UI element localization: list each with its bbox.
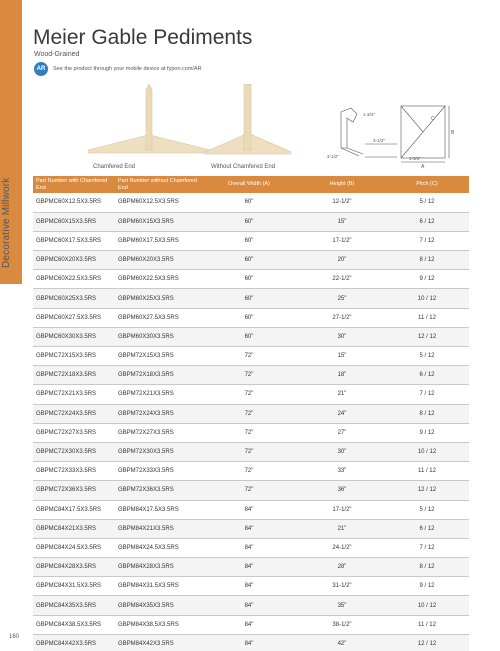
cell-overall-width: 60" xyxy=(199,231,299,250)
cell-part-chamfered: GBPMC84X21X3.5RS xyxy=(33,519,115,538)
ar-note xyxy=(34,62,202,76)
cell-part-chamfered: GBPMC72X21X3.5RS xyxy=(33,385,115,404)
ar-note-text: See the product through your mobile device at fypon.com/AR xyxy=(53,66,202,72)
page-number: 160 xyxy=(9,634,20,640)
cell-part-no-chamfer: GBPM72X27X3.5RS xyxy=(115,423,199,442)
table-header-row xyxy=(33,176,469,193)
diagram-top-dim: 1-3/4" xyxy=(363,112,375,117)
ar-icon: AR xyxy=(34,62,48,76)
cell-height: 30" xyxy=(299,442,385,461)
cell-part-no-chamfer: GBPM72X36X3.5RS xyxy=(115,481,199,500)
cell-height: 28" xyxy=(299,558,385,577)
cell-height: 17-1/2" xyxy=(299,231,385,250)
col-header-chamfered: Part Number with Chamfered End xyxy=(33,176,115,193)
table-row xyxy=(33,193,469,212)
cell-pitch: 10 / 12 xyxy=(385,442,469,461)
cell-part-chamfered: GBPMC84X24.5X3.5RS xyxy=(33,538,115,557)
cell-part-chamfered: GBPMC60X27.5X3.5RS xyxy=(33,308,115,327)
cell-overall-width: 60" xyxy=(199,193,299,212)
cell-part-chamfered: GBPMC60X15X3.5RS xyxy=(33,212,115,231)
cell-pitch: 9 / 12 xyxy=(385,423,469,442)
table-row xyxy=(33,366,469,385)
table-row xyxy=(33,577,469,596)
cell-pitch: 5 / 12 xyxy=(385,347,469,366)
cell-pitch: 8 / 12 xyxy=(385,404,469,423)
cell-pitch: 7 / 12 xyxy=(385,538,469,557)
cell-pitch: 9 / 12 xyxy=(385,270,469,289)
table-row xyxy=(33,385,469,404)
cell-part-chamfered: GBPMC84X28X3.5RS xyxy=(33,558,115,577)
cell-part-chamfered: GBPMC84X17.5X3.5RS xyxy=(33,500,115,519)
cell-overall-width: 72" xyxy=(199,442,299,461)
col-header-pitch: Pitch (C) xyxy=(385,176,469,193)
cell-height: 31-1/2" xyxy=(299,577,385,596)
cell-height: 21" xyxy=(299,385,385,404)
cell-part-no-chamfer: GBPM60X25X3.5RS xyxy=(115,289,199,308)
cell-part-chamfered: GBPMC72X33X3.5RS xyxy=(33,462,115,481)
cell-height: 33" xyxy=(299,462,385,481)
col-header-no-chamfer: Part Number without Chamfered End xyxy=(115,176,199,193)
table-body xyxy=(33,193,469,651)
pediment-chamfered-image xyxy=(88,84,210,153)
cell-part-chamfered: GBPMC72X18X3.5RS xyxy=(33,366,115,385)
cell-part-no-chamfer: GBPM60X27.5X3.5RS xyxy=(115,308,199,327)
cell-overall-width: 84" xyxy=(199,538,299,557)
cell-height: 22-1/2" xyxy=(299,270,385,289)
table-row xyxy=(33,558,469,577)
cell-part-no-chamfer: GBPM84X42X3.5RS xyxy=(115,634,199,651)
cell-pitch: 8 / 12 xyxy=(385,251,469,270)
cell-part-no-chamfer: GBPM72X30X3.5RS xyxy=(115,442,199,461)
product-photos xyxy=(88,84,323,164)
cell-pitch: 10 / 12 xyxy=(385,289,469,308)
table-row xyxy=(33,615,469,634)
cell-overall-width: 60" xyxy=(199,270,299,289)
cell-pitch: 7 / 12 xyxy=(385,231,469,250)
cell-part-chamfered: GBPMC72X36X3.5RS xyxy=(33,481,115,500)
diagram-label-c: C xyxy=(431,116,435,122)
table-row xyxy=(33,231,469,250)
cell-overall-width: 84" xyxy=(199,500,299,519)
cell-height: 42" xyxy=(299,634,385,651)
table-row xyxy=(33,462,469,481)
cell-height: 24" xyxy=(299,404,385,423)
cell-overall-width: 72" xyxy=(199,462,299,481)
cell-pitch: 5 / 12 xyxy=(385,193,469,212)
cell-part-no-chamfer: GBPM84X35X3.5RS xyxy=(115,596,199,615)
cell-part-chamfered: GBPMC60X12.5X3.5RS xyxy=(33,193,115,212)
cell-overall-width: 72" xyxy=(199,423,299,442)
diagram-bottom-mid: 1-3/4" xyxy=(409,156,421,161)
cell-overall-width: 84" xyxy=(199,558,299,577)
diagram-side-dim: 3-1/2" xyxy=(373,138,385,143)
cell-pitch: 11 / 12 xyxy=(385,308,469,327)
cell-overall-width: 84" xyxy=(199,615,299,634)
table-row xyxy=(33,308,469,327)
cell-part-no-chamfer: GBPM72X15X3.5RS xyxy=(115,347,199,366)
cell-overall-width: 84" xyxy=(199,577,299,596)
cell-part-chamfered: GBPMC84X38.5X3.5RS xyxy=(33,615,115,634)
cell-height: 17-1/2" xyxy=(299,500,385,519)
cell-part-chamfered: GBPMC60X17.5X3.5RS xyxy=(33,231,115,250)
table-row xyxy=(33,289,469,308)
cell-part-no-chamfer: GBPM84X28X3.5RS xyxy=(115,558,199,577)
cell-part-chamfered: GBPMC72X27X3.5RS xyxy=(33,423,115,442)
cell-part-no-chamfer: GBPM60X15X3.5RS xyxy=(115,212,199,231)
cell-pitch: 5 / 12 xyxy=(385,500,469,519)
cell-pitch: 9 / 12 xyxy=(385,577,469,596)
col-header-height: Height (B) xyxy=(299,176,385,193)
cell-part-no-chamfer: GBPM84X31.5X3.5RS xyxy=(115,577,199,596)
table-row xyxy=(33,327,469,346)
cell-part-no-chamfer: GBPM84X38.5X3.5RS xyxy=(115,615,199,634)
cell-part-no-chamfer: GBPM72X24X3.5RS xyxy=(115,404,199,423)
cell-height: 18" xyxy=(299,366,385,385)
table-row xyxy=(33,596,469,615)
cell-pitch: 12 / 12 xyxy=(385,634,469,651)
table-row xyxy=(33,347,469,366)
table-row xyxy=(33,270,469,289)
dimension-diagram xyxy=(327,100,469,170)
cell-pitch: 7 / 12 xyxy=(385,385,469,404)
image-caption-no-chamfer: Without Chamfered End xyxy=(211,164,276,170)
cell-height: 25" xyxy=(299,289,385,308)
cell-part-no-chamfer: GBPM60X12.5X3.5RS xyxy=(115,193,199,212)
table-row xyxy=(33,442,469,461)
diagram-label-b: B xyxy=(451,130,455,136)
cell-part-chamfered: GBPMC60X20X3.5RS xyxy=(33,251,115,270)
cell-part-no-chamfer: GBPM84X17.5X3.5RS xyxy=(115,500,199,519)
cell-part-no-chamfer: GBPM72X33X3.5RS xyxy=(115,462,199,481)
cell-height: 20" xyxy=(299,251,385,270)
cell-part-no-chamfer: GBPM60X30X3.5RS xyxy=(115,327,199,346)
cell-height: 38-1/2" xyxy=(299,615,385,634)
cell-pitch: 11 / 12 xyxy=(385,615,469,634)
cell-part-no-chamfer: GBPM60X20X3.5RS xyxy=(115,251,199,270)
table-row xyxy=(33,423,469,442)
cell-pitch: 8 / 12 xyxy=(385,558,469,577)
table-row xyxy=(33,634,469,651)
cell-part-chamfered: GBPMC84X35X3.5RS xyxy=(33,596,115,615)
cell-overall-width: 72" xyxy=(199,481,299,500)
cell-height: 30" xyxy=(299,327,385,346)
table-row xyxy=(33,212,469,231)
cell-overall-width: 84" xyxy=(199,596,299,615)
cell-height: 24-1/2" xyxy=(299,538,385,557)
cell-pitch: 6 / 12 xyxy=(385,212,469,231)
cell-part-no-chamfer: GBPM60X17.5X3.5RS xyxy=(115,231,199,250)
table-row xyxy=(33,251,469,270)
cell-height: 27-1/2" xyxy=(299,308,385,327)
cell-height: 12-1/2" xyxy=(299,193,385,212)
cell-overall-width: 84" xyxy=(199,634,299,651)
cell-height: 21" xyxy=(299,519,385,538)
cell-part-chamfered: GBPMC60X25X3.5RS xyxy=(33,289,115,308)
cell-height: 15" xyxy=(299,212,385,231)
cell-overall-width: 60" xyxy=(199,308,299,327)
cell-height: 27" xyxy=(299,423,385,442)
cell-part-chamfered: GBPMC84X31.5X3.5RS xyxy=(33,577,115,596)
cell-overall-width: 72" xyxy=(199,347,299,366)
table-row xyxy=(33,481,469,500)
table-row xyxy=(33,538,469,557)
cell-pitch: 6 / 12 xyxy=(385,366,469,385)
cell-overall-width: 60" xyxy=(199,289,299,308)
cell-part-no-chamfer: GBPM84X24.5X3.5RS xyxy=(115,538,199,557)
cell-overall-width: 72" xyxy=(199,385,299,404)
col-header-width: Overall Width (A) xyxy=(199,176,299,193)
cell-part-chamfered: GBPMC84X42X3.5RS xyxy=(33,634,115,651)
cell-overall-width: 60" xyxy=(199,212,299,231)
page-subtitle: Wood-Grained xyxy=(34,51,80,58)
cell-part-no-chamfer: GBPM72X18X3.5RS xyxy=(115,366,199,385)
cell-part-chamfered: GBPMC72X30X3.5RS xyxy=(33,442,115,461)
diagram-label-a: A xyxy=(421,164,425,170)
cell-part-chamfered: GBPMC72X24X3.5RS xyxy=(33,404,115,423)
cell-pitch: 12 / 12 xyxy=(385,327,469,346)
page-title: Meier Gable Pediments xyxy=(33,26,253,49)
cell-height: 35" xyxy=(299,596,385,615)
specs-table xyxy=(33,176,469,651)
section-tab-label: Decorative Millwork xyxy=(1,177,12,268)
image-caption-chamfered: Chamfered End xyxy=(93,164,136,170)
cell-overall-width: 72" xyxy=(199,404,299,423)
cell-part-no-chamfer: GBPM60X22.5X3.5RS xyxy=(115,270,199,289)
section-tab-label-wrap xyxy=(1,177,21,288)
cell-height: 36" xyxy=(299,481,385,500)
table-row xyxy=(33,519,469,538)
pediment-without-chamfer-image xyxy=(205,84,291,154)
table-row xyxy=(33,404,469,423)
cell-pitch: 10 / 12 xyxy=(385,596,469,615)
cell-overall-width: 84" xyxy=(199,519,299,538)
cell-overall-width: 60" xyxy=(199,327,299,346)
cell-pitch: 11 / 12 xyxy=(385,462,469,481)
table-row xyxy=(33,500,469,519)
cell-part-no-chamfer: GBPM84X21X3.5RS xyxy=(115,519,199,538)
cell-part-chamfered: GBPMC60X22.5X3.5RS xyxy=(33,270,115,289)
cell-part-chamfered: GBPMC60X30X3.5RS xyxy=(33,327,115,346)
diagram-bottom-left: 3-1/2" xyxy=(327,154,339,159)
cell-part-no-chamfer: GBPM72X21X3.5RS xyxy=(115,385,199,404)
cell-part-chamfered: GBPMC72X15X3.5RS xyxy=(33,347,115,366)
cell-overall-width: 72" xyxy=(199,366,299,385)
cell-height: 15" xyxy=(299,347,385,366)
cell-pitch: 6 / 12 xyxy=(385,519,469,538)
cell-overall-width: 60" xyxy=(199,251,299,270)
cell-pitch: 12 / 12 xyxy=(385,481,469,500)
